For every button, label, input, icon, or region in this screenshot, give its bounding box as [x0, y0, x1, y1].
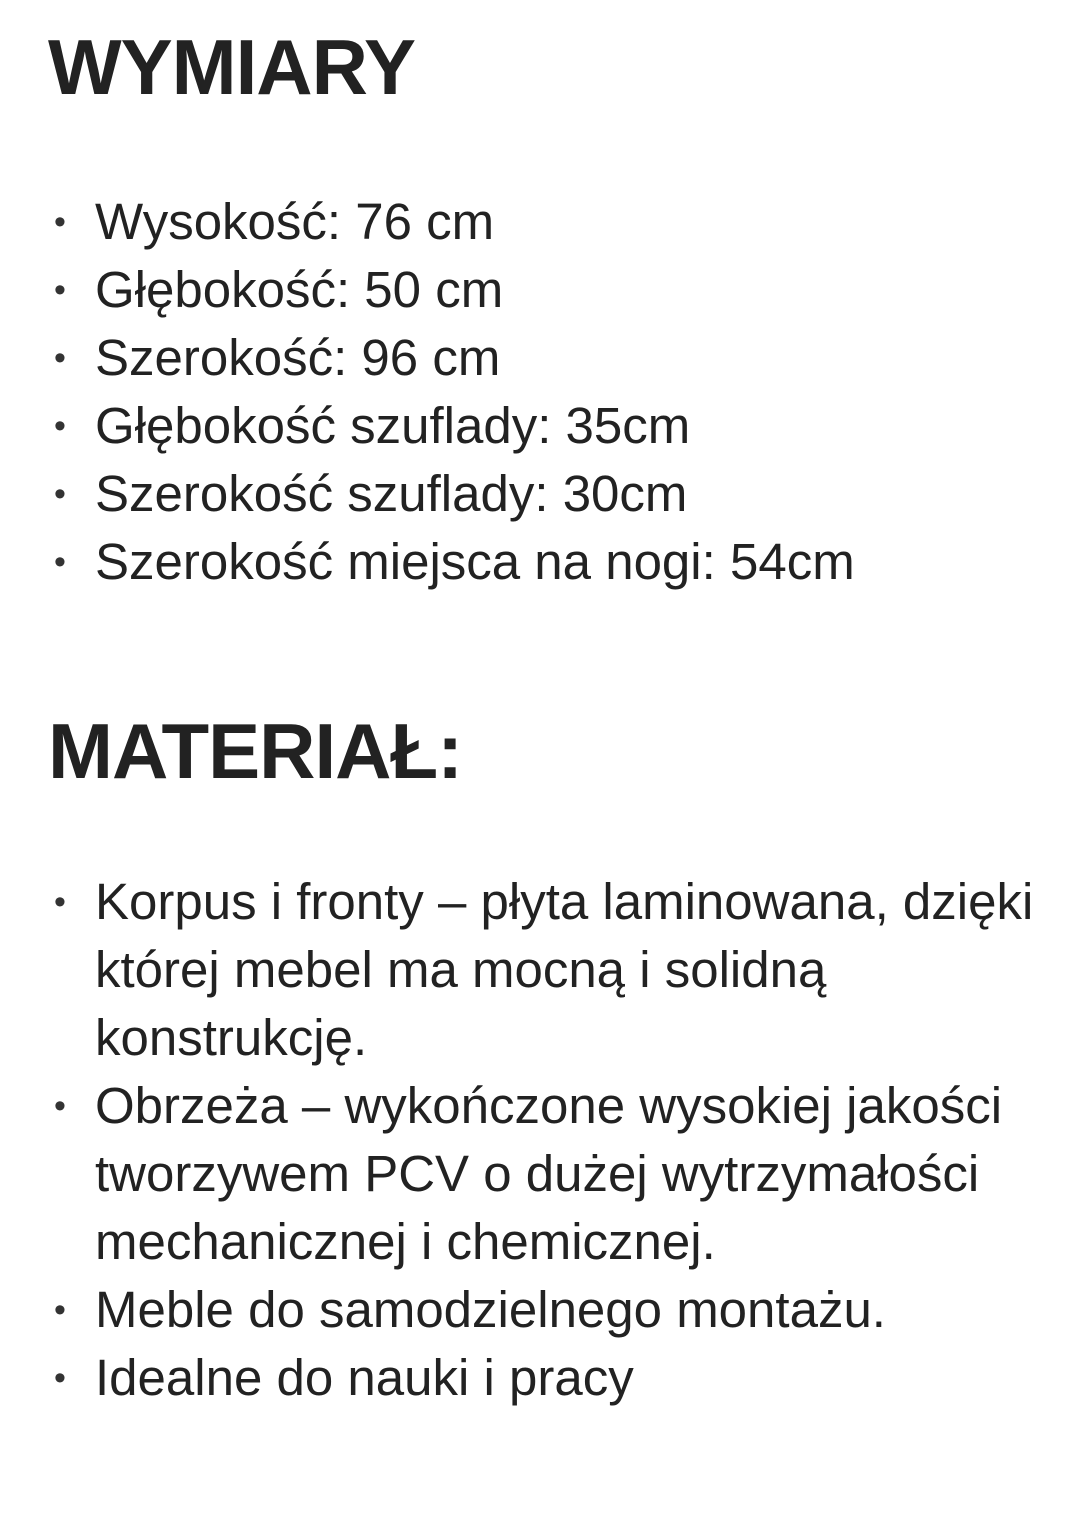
- bullet-icon: •: [54, 1291, 66, 1329]
- list-item-text: Obrzeża – wykończone wysokiej jakości tworzywem PCV o dużej wytrzymałości mechanicznej i chemicznej.: [95, 1077, 1003, 1270]
- list-item: [44, 256, 1054, 324]
- list-item: [44, 1344, 1054, 1412]
- dimensions-list: [44, 188, 1054, 596]
- list-item-text: Korpus i fronty – płyta laminowana, dzięki której mebel ma mocną i solidną konstrukcję.: [95, 873, 1034, 1066]
- list-item: [44, 324, 1054, 392]
- list-item-text: Meble do samodzielnego montażu.: [95, 1281, 886, 1338]
- bullet-icon: •: [54, 1087, 66, 1125]
- list-item-text: Wysokość: 76 cm: [95, 193, 495, 250]
- bullet-icon: •: [54, 475, 66, 513]
- list-item-text: Głębokość: 50 cm: [95, 261, 504, 318]
- bullet-icon: •: [54, 339, 66, 377]
- bullet-icon: •: [54, 271, 66, 309]
- list-item: [44, 868, 1054, 1072]
- list-item-text: Idealne do nauki i pracy: [95, 1349, 634, 1406]
- bullet-icon: •: [54, 203, 66, 241]
- list-item: [44, 188, 1054, 256]
- list-item-text: Szerokość miejsca na nogi: 54cm: [95, 533, 855, 590]
- list-item-text: Głębokość szuflady: 35cm: [95, 397, 691, 454]
- bullet-icon: •: [54, 407, 66, 445]
- list-item-text: Szerokość: 96 cm: [95, 329, 501, 386]
- list-item-text: Szerokość szuflady: 30cm: [95, 465, 688, 522]
- section-title-material: MATERIAŁ:: [48, 707, 463, 795]
- section-title-dimensions: WYMIARY: [48, 23, 416, 111]
- list-item: [44, 460, 1054, 528]
- bullet-icon: •: [54, 543, 66, 581]
- material-list: [44, 868, 1054, 1412]
- bullet-icon: •: [54, 1359, 66, 1397]
- bullet-icon: •: [54, 883, 66, 921]
- list-item: [44, 392, 1054, 460]
- list-item: [44, 1072, 1054, 1276]
- list-item: [44, 528, 1054, 596]
- list-item: [44, 1276, 1054, 1344]
